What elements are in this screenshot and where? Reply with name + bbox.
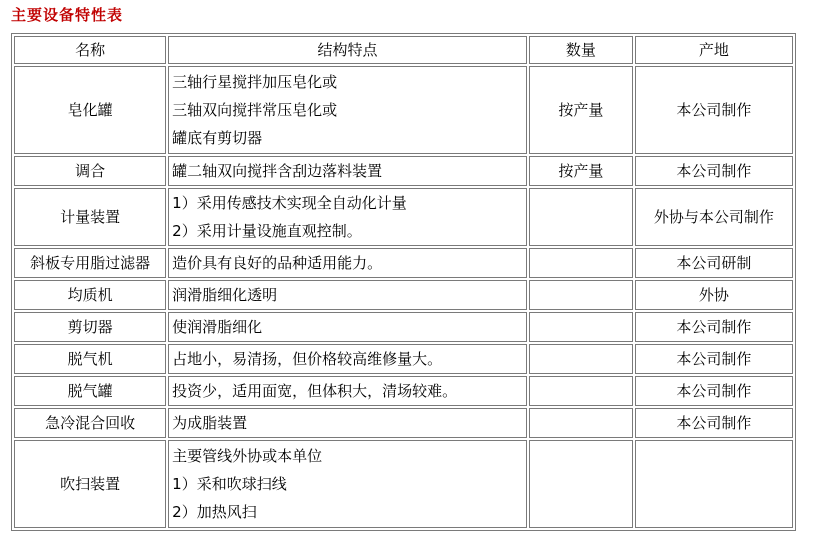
cell-name: 均质机 [14,280,166,310]
table-header-row [14,36,793,64]
feature-line: 使润滑脂细化 [172,318,263,336]
header-quantity: 数量 [529,36,633,64]
feature-line: 主要管线外协或本单位 [172,447,323,465]
header-features: 结构特点 [168,36,527,64]
header-name: 名称 [14,36,166,64]
cell-features [168,344,527,374]
cell-features [168,188,527,246]
cell-quantity [529,344,633,374]
cell-quantity: 按产量 [529,66,633,154]
cell-name: 调合 [14,156,166,186]
feature-line: 2）加热风扫 [172,503,257,521]
table-row [14,440,793,528]
cell-features [168,408,527,438]
feature-line: 投资少，适用面宽，但体积大，清场较难。 [172,382,458,400]
cell-origin: 外协 [635,280,793,310]
feature-line: 占地小，易清扬，但价格较高维修量大。 [172,350,443,368]
feature-line: 1）采和吹球扫线 [172,475,287,493]
feature-line: 为成脂装置 [172,414,248,432]
cell-quantity [529,188,633,246]
cell-quantity [529,280,633,310]
cell-origin: 外协与本公司制作 [635,188,793,246]
cell-quantity [529,408,633,438]
cell-origin: 本公司制作 [635,66,793,154]
cell-name: 吹扫装置 [14,440,166,528]
table-row [14,280,793,310]
cell-name: 计量装置 [14,188,166,246]
feature-line: 造价具有良好的品种适用能力。 [172,254,383,272]
table-row [14,156,793,186]
cell-quantity [529,248,633,278]
cell-name: 剪切器 [14,312,166,342]
cell-origin [635,440,793,528]
cell-quantity: 按产量 [529,156,633,186]
cell-features [168,312,527,342]
cell-quantity [529,312,633,342]
feature-line: 润滑脂细化透明 [172,286,278,304]
cell-origin: 本公司制作 [635,344,793,374]
table-row [14,344,793,374]
cell-origin: 本公司研制 [635,248,793,278]
cell-origin: 本公司制作 [635,312,793,342]
cell-features [168,248,527,278]
cell-features [168,280,527,310]
cell-quantity [529,440,633,528]
feature-line: 三轴行星搅拌加压皂化或 [172,73,338,91]
cell-name: 脱气机 [14,344,166,374]
equipment-spec-table [11,33,796,531]
header-origin: 产地 [635,36,793,64]
feature-line: 罐底有剪切器 [172,129,263,147]
cell-quantity [529,376,633,406]
cell-features [168,156,527,186]
table-row [14,188,793,246]
cell-features [168,376,527,406]
cell-origin: 本公司制作 [635,408,793,438]
cell-features [168,440,527,528]
cell-origin: 本公司制作 [635,156,793,186]
cell-name: 急冷混合回收 [14,408,166,438]
table-row [14,312,793,342]
table-row [14,408,793,438]
feature-line: 三轴双向搅拌常压皂化或 [172,101,338,119]
feature-line: 罐二轴双向搅拌含刮边落料装置 [172,162,383,180]
cell-name: 皂化罐 [14,66,166,154]
cell-name: 脱气罐 [14,376,166,406]
feature-line: 2）采用计量设施直观控制。 [172,222,362,240]
cell-name: 斜板专用脂过滤器 [14,248,166,278]
table-row [14,66,793,154]
table-title: 主要设备特性表 [11,6,124,24]
cell-origin: 本公司制作 [635,376,793,406]
feature-line: 1）采用传感技术实现全自动化计量 [172,194,407,212]
cell-features [168,66,527,154]
table-row [14,248,793,278]
table-row [14,376,793,406]
